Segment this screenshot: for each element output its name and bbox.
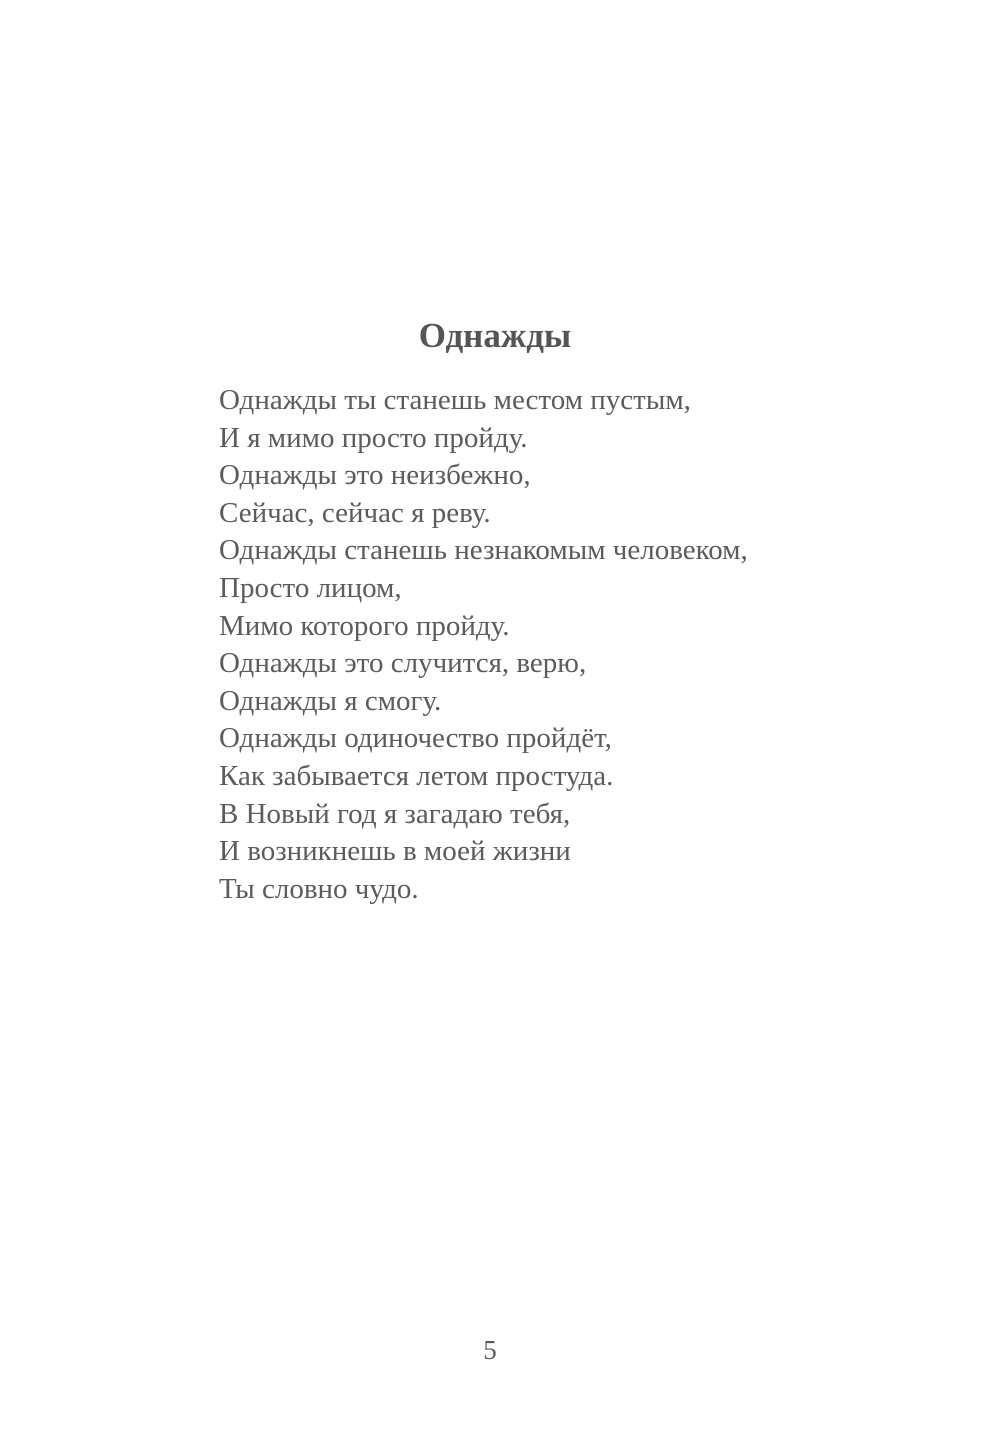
poem-line: Однажды одиночество пройдёт,: [219, 722, 612, 755]
poem-line: Однажды я смогу.: [219, 684, 442, 717]
poem-line: Просто лицом,: [219, 571, 402, 604]
poem-line: И я мимо просто пройду.: [219, 421, 528, 454]
poem-line: Однажды станешь незнакомым человеком,: [219, 534, 748, 567]
poem-line: Однажды это случится, верю,: [219, 647, 587, 680]
poem-line: Как забывается летом простуда.: [219, 759, 614, 792]
poem-line: Ты словно чудо.: [219, 872, 419, 905]
poem-line: В Новый год я загадаю тебя,: [219, 797, 571, 830]
poem-title: Однажды: [418, 316, 572, 355]
page-number: 5: [483, 1335, 497, 1365]
poem-line: Сейчас, сейчас я реву.: [219, 496, 491, 529]
poem-line: Однажды ты станешь местом пустым,: [219, 384, 691, 416]
poem-line: И возникнешь в моей жизни: [219, 835, 571, 868]
poem-line: Однажды это неизбежно,: [219, 459, 531, 492]
poem-body: [219, 382, 748, 908]
poem-line: Мимо которого пройду.: [219, 609, 510, 642]
